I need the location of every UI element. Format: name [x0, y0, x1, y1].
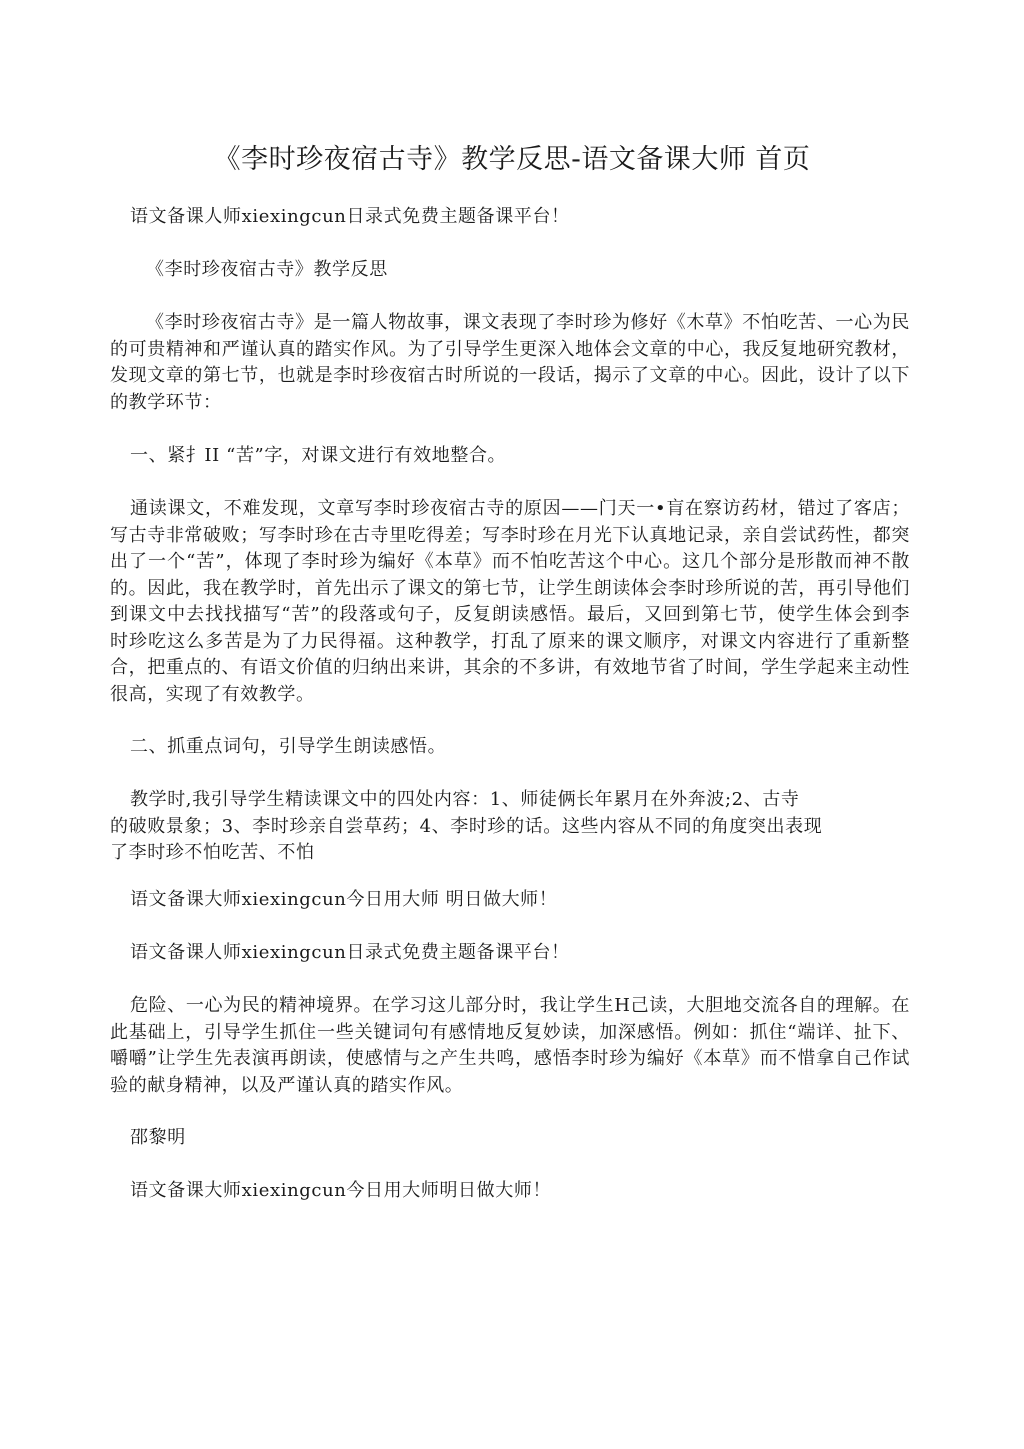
subtitle: 《李时珍夜宿古寺》教学反思 [146, 259, 388, 280]
body-paragraph-2-line: 了李时珍不怕吃苦、不怕 [110, 842, 315, 863]
section-heading-2: 二、抓重点词句，引导学生朗读感悟。 [130, 736, 447, 757]
section-heading-1: 一、紧扌II “苦”字，对课文进行有效地整合。 [130, 445, 507, 466]
body-paragraph-3: 危险、一心为民的精神境界。在学习这儿部分时，我让学生H己读，大胆地交流各自的理解。在此基础上，引导学生抓住一些关键词句有感情地反复妙读，加深感悟。例如：抓住“端详、扯下、嚼嚼”让学生先表演再朗读，使感情与之产生共鸣，感悟李时珍为编好《本草》而不惜拿自己作试验的献身精神，以及严谨认真的踏实作风。 [110, 995, 910, 1096]
body-paragraph-1: 通读课文，不难发现，文章写李时珍夜宿古寺的原因——门天一•肓在察访药材，错过了客店；写古寺非常破败；写李时珍在古寺里吃得差；写李时珍在月光下认真地记录，亲自尝试药性，都突出了一个“苦”，体现了李时珍为编好《本草》而不怕吃苦这个中心。这几个部分是形散而神不散的。因此，我在教学时，首先出示了课文的第七节，让学生朗读体会李时珍所说的苦，再引导他们到课文中去找找描写“苦”的段落或句子，反复朗读感悟。最后，又回到第七节，使学生体会到李时珍吃这么多苦是为了力民得福。这种教学，打乱了原来的课文顺序，对课文内容进行了重新整合，把重点的、有语文价值的归纳出来讲，其余的不多讲，有效地节省了时间，学生学起来主动性很高，实现了有效教学。 [110, 498, 910, 705]
body-paragraph-2-line: 教学时,我引导学生精读课文中的四处内容：1、师徒俩长年累月在外奔波;2、古寺 [130, 789, 800, 810]
body-paragraph-2-line: 的破败景象；3、李时珍亲自尝草药；4、李时珍的话。这些内容从不同的角度突出表现 [110, 815, 823, 837]
page-title: 《李时珍夜宿古寺》教学反思-语文备课大师 首页 [213, 144, 811, 175]
header-tagline: 语文备课人师xiexingcun日录式免费主题备课平台！ [130, 206, 570, 227]
author-name: 邵黎明 [130, 1127, 186, 1148]
footer-tagline-repeat: 语文备课大师xiexingcun今日用大师明日做大师！ [130, 1180, 552, 1201]
header-tagline-repeat: 语文备课人师xiexingcun日录式免费主题备课平台！ [130, 942, 570, 963]
body-paragraph-2 [110, 787, 910, 867]
intro-paragraph: 《李时珍夜宿古寺》是一篇人物故事，课文表现了李时珍为修好《木草》不怕吃苦、一心为民的可贵精神和严谨认真的踏实作风。为了引导学生更深入地体会文章的中心，我反复地研究教材，发现文章的第七节，也就是李时珍夜宿古时所说的一段话，揭示了文章的中心。因此，设计了以下的教学环节： [110, 312, 910, 413]
footer-tagline: 语文备课大师xiexingcun今日用大师 明日做大师！ [130, 889, 558, 910]
